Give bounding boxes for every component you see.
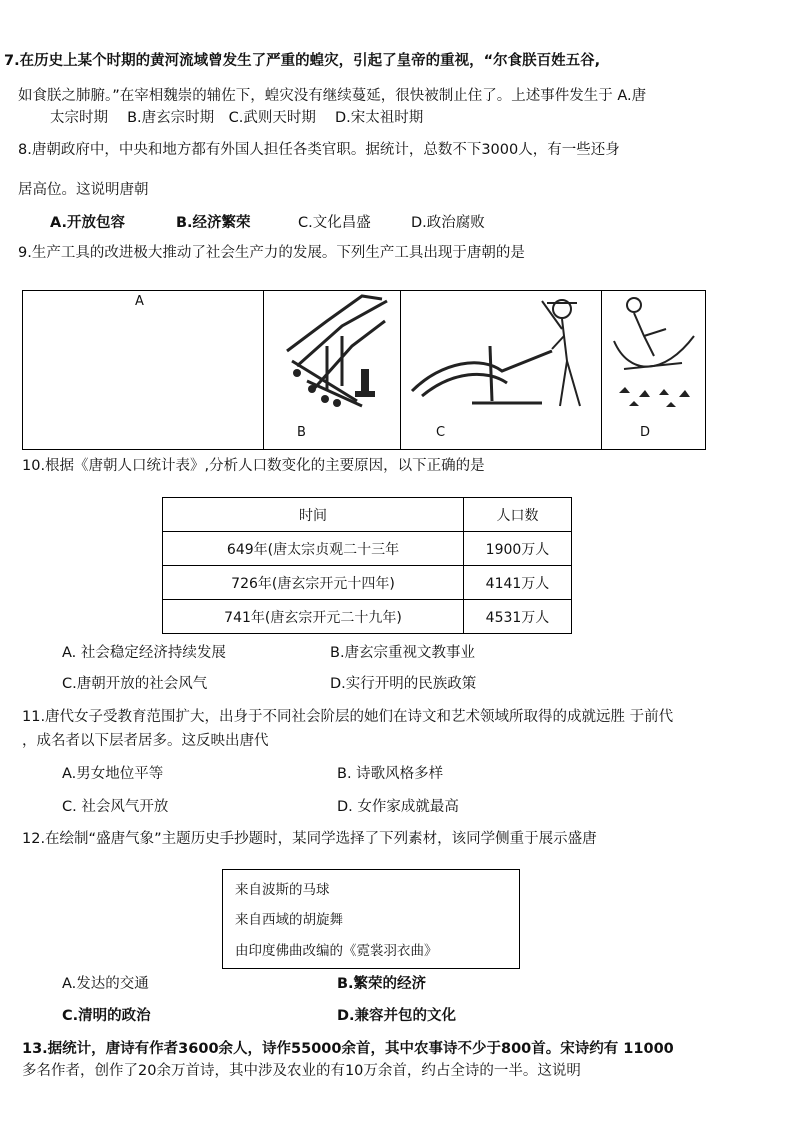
- q13-line1: 13.据统计，唐诗有作者3600余人，诗作55000余首，其中农事诗不少于800首。宋诗约有 11000: [22, 1041, 674, 1057]
- cell-population: 4141万人: [464, 566, 572, 600]
- curved-plow-image: [402, 291, 602, 421]
- q10-option-d: D.实行开明的民族政策: [330, 676, 477, 692]
- q8-option-a: A.开放包容: [50, 215, 125, 231]
- q13-line2: 多名作者，创作了20余万首诗，其中涉及农业的有10万余首，约占全诗的一半。这说明: [22, 1063, 581, 1079]
- q11-line2: ，成名者以下层者居多。这反映出唐代: [22, 733, 269, 749]
- harrow-tool-image: [267, 291, 397, 421]
- q10-option-b: B.唐玄宗重视文教事业: [330, 645, 476, 661]
- q9-stem: 9.生产工具的改进极大推动了社会生产力的发展。下列生产工具出现于唐朝的是: [18, 245, 525, 261]
- cell-population: 4531万人: [464, 600, 572, 634]
- cell-time: 741年(唐玄宗开元二十九年): [163, 600, 464, 634]
- q12-option-b: B.繁荣的经济: [337, 976, 427, 992]
- q9-cell-c: [400, 291, 602, 449]
- header-population: 人口数: [464, 498, 572, 532]
- q9-cell-d: [602, 291, 706, 449]
- q9-label-c: C: [436, 425, 446, 440]
- q11-option-d: D. 女作家成就最高: [337, 799, 459, 815]
- table-row: [163, 532, 572, 566]
- q9-cell-a: [23, 291, 264, 449]
- cell-population: 1900万人: [464, 532, 572, 566]
- q9-label-a: A: [135, 294, 144, 309]
- q8-line1: 8.唐朝政府中，中央和地方都有外国人担任各类官职。据统计，总数不下3000人，有一些还身: [18, 142, 620, 158]
- population-table: [162, 497, 572, 634]
- q9-image-table: [22, 290, 706, 450]
- q11-option-a: A.男女地位平等: [62, 766, 164, 782]
- q10-stem: 10.根据《唐朝人口统计表》,分析人口数变化的主要原因，以下正确的是: [22, 458, 485, 474]
- q12-option-c: C.清明的政治: [62, 1008, 151, 1024]
- q12-material-box: [222, 869, 520, 969]
- material-item: 来自西域的胡旋舞: [235, 912, 343, 928]
- q11-option-c: C. 社会风气开放: [62, 799, 169, 815]
- q12-option-d: D.兼容并包的文化: [337, 1008, 457, 1024]
- q8-option-c: C.文化昌盛: [298, 215, 371, 231]
- cell-time: 649年(唐太宗贞观二十三年: [163, 532, 464, 566]
- table-row: [163, 600, 572, 634]
- cell-time: 726年(唐玄宗开元十四年): [163, 566, 464, 600]
- q8-line2: 居高位。这说明唐朝: [18, 182, 149, 198]
- q9-label-d: D: [640, 425, 651, 440]
- q9-label-b: B: [297, 425, 306, 440]
- q10-option-a: A. 社会稳定经济持续发展: [62, 645, 226, 661]
- q7-line3: 太宗时期 B.唐玄宗时期 C.武则天时期 D.宋太祖时期: [50, 110, 424, 126]
- q7-line2: 如食朕之肺腑。”在宰相魏崇的辅佐下，蝗灾没有继续蔓延，很快被制止住了。上述事件发生于 A.唐: [18, 88, 647, 104]
- q12-stem: 12.在绘制“盛唐气象”主题历史手抄题时，某同学选择了下列素材，该同学侧重于展示盛唐: [22, 831, 597, 847]
- q8-option-d: D.政治腐败: [411, 215, 485, 231]
- table-header-row: [163, 498, 572, 532]
- material-item: 由印度佛曲改编的《霓裳羽衣曲》: [235, 943, 438, 959]
- stone-tool-figure-image: [604, 291, 704, 416]
- q7-line1: 7.在历史上某个时期的黄河流域曾发生了严重的蝗灾，引起了皇帝的重视，“尔食朕百姓五谷,: [4, 53, 601, 69]
- material-item: 来自波斯的马球: [235, 882, 330, 898]
- q9-cell-b: [263, 291, 401, 449]
- table-row: [163, 566, 572, 600]
- q12-option-a: A.发达的交通: [62, 976, 149, 992]
- q11-option-b: B. 诗歌风格多样: [337, 766, 444, 782]
- q11-line1: 11.唐代女子受教育范围扩大，出身于不同社会阶层的她们在诗文和艺术领域所取得的成就远胜 于前代: [22, 709, 674, 725]
- header-time: 时间: [163, 498, 464, 532]
- q10-option-c: C.唐朝开放的社会风气: [62, 676, 208, 692]
- q8-option-b: B.经济繁荣: [176, 215, 251, 231]
